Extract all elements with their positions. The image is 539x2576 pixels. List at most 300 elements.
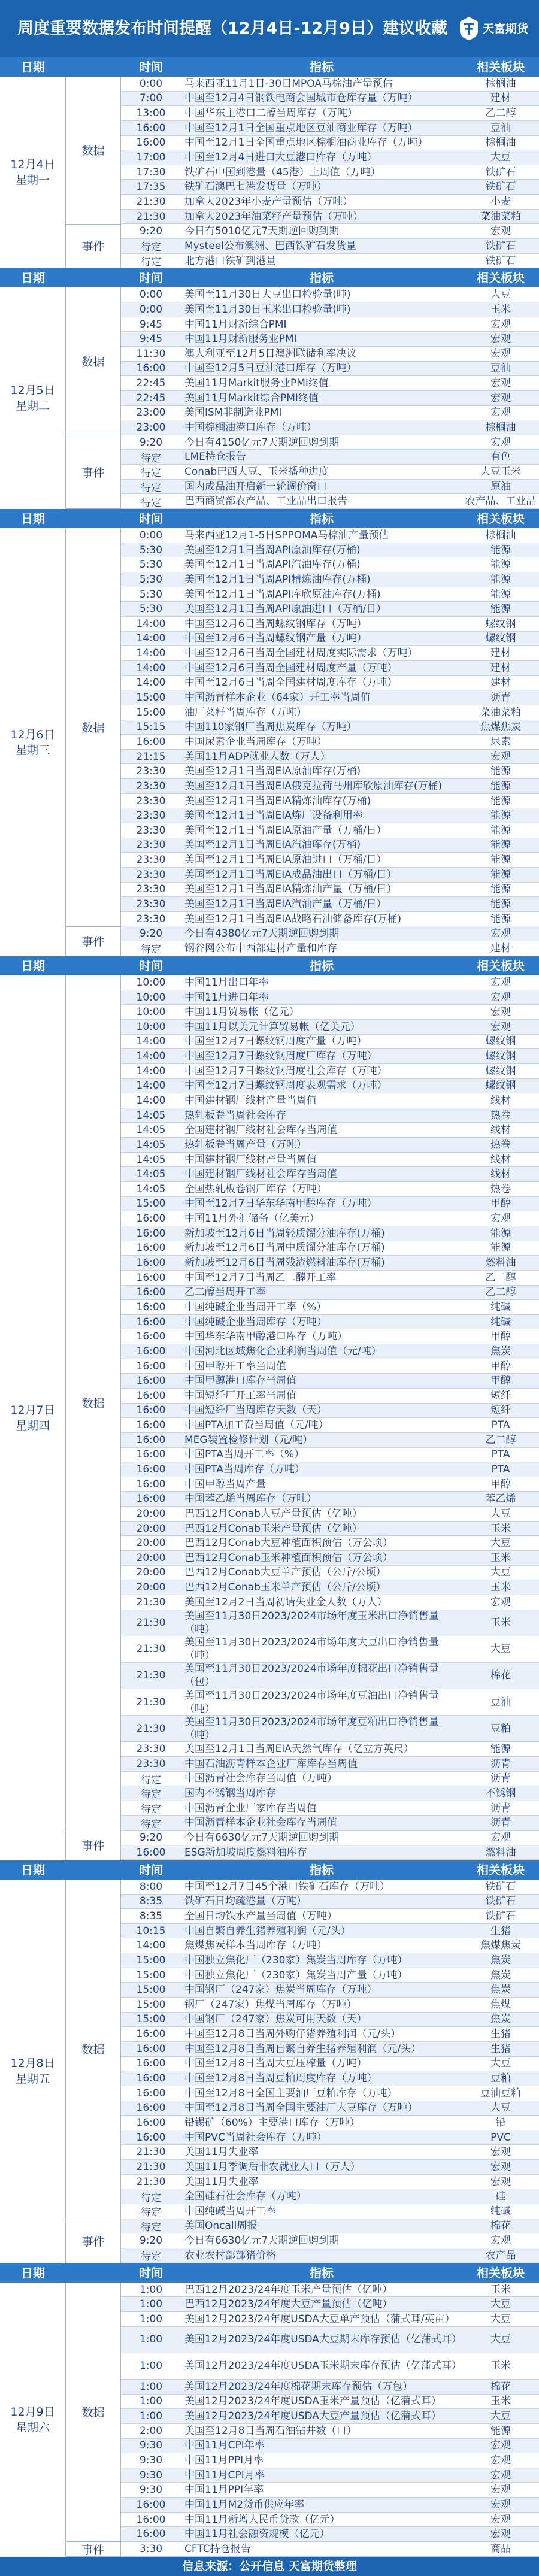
row-sector: 建材 (490, 942, 511, 954)
row-sector: PTA (491, 1448, 510, 1461)
row-indicator: 中国甲醇开工率当周值 (184, 1360, 286, 1372)
table-row (121, 1226, 539, 1241)
row-sector: 棉花 (490, 2380, 511, 2393)
table-row (121, 1329, 539, 1344)
table-row (121, 2409, 539, 2424)
row-indicator: 中国沥青社会库存当周值（万吨） (184, 1772, 337, 1785)
day-section (0, 287, 539, 509)
row-time: 20:00 (136, 1522, 166, 1535)
row-indicator: 中国PVC当周社会库存（万吨） (184, 2131, 327, 2144)
row-indicator: 今日有6630亿元7天期逆回购到期 (184, 2235, 340, 2247)
row-sector: 大豆 (490, 2313, 511, 2325)
table-row (121, 1536, 539, 1551)
row-time: 16:00 (136, 1257, 166, 1269)
table-row (121, 808, 539, 823)
row-time: 21:30 (136, 1722, 166, 1735)
row-sector: 建材 (490, 647, 511, 660)
row-sector: 商品 (490, 2542, 511, 2555)
row-sector: 短纤 (490, 1389, 511, 1402)
row-sector: 豆粕 (490, 2072, 511, 2085)
row-indicator: 中国石油沥青样本企业厂库库存当周值 (184, 1757, 358, 1770)
table-row (121, 750, 539, 765)
row-time: 21:30 (136, 1696, 166, 1708)
row-sector: 甲醇 (490, 1198, 511, 1210)
row-indicator: 美国至11月30日2023/2024市场年度豆粕出口净销售量（吨） (184, 1716, 439, 1741)
row-time: 1:00 (139, 2283, 163, 2296)
row-sector: 宏观 (490, 377, 511, 390)
row-time: 15:00 (136, 1954, 166, 1966)
table-row (121, 1093, 539, 1108)
row-indicator: 中国至12月7日45个港口铁矿石库存（万吨） (184, 1880, 390, 1893)
table-row (121, 2204, 539, 2219)
row-indicator: 农业农村部部猪价格 (184, 2249, 276, 2262)
row-time: 待定 (141, 2251, 161, 2263)
row-sector: 宏观 (490, 2498, 511, 2511)
row-indicator: 中国至12月8日当周外购仔猪养殖利润（元/头） (184, 2028, 401, 2041)
row-time: 0:00 (139, 303, 163, 316)
row-indicator: 中国沥青企业厂家库存当周值 (184, 1802, 317, 1814)
table-row (121, 254, 539, 269)
row-sector: 有色 (490, 451, 511, 463)
row-time: 21:30 (136, 1617, 166, 1629)
table-row (121, 1816, 539, 1831)
table-row (121, 106, 539, 121)
row-sector: 玉米 (490, 1551, 511, 1564)
row-sector: 螺纹钢 (485, 632, 516, 645)
row-indicator: 美国至11月30日2023/2024市场年度玉米出口净销售量（吨） (184, 1610, 439, 1636)
row-sector: 铁矿石 (485, 240, 516, 252)
row-indicator: 澳大利亚至12月5日澳洲联储利率决议 (184, 347, 357, 360)
row-indicator: 加拿大2023年小麦产量预估（万吨） (184, 195, 353, 208)
table-row (121, 2175, 539, 2190)
row-indicator: 美国至12月1日当周EIA精炼油库存(万桶) (184, 795, 371, 807)
row-sector: 大豆 (490, 2298, 511, 2311)
row-indicator: 美国12月2023/24年度棉花期末库存预估（万包） (184, 2380, 413, 2393)
table-row (121, 1909, 539, 1924)
date-cell (0, 1880, 66, 2263)
row-time: 10:15 (136, 1925, 166, 1937)
row-indicator: 中国至12月6日当周螺纹钢库存（万吨） (184, 617, 367, 630)
table-row (121, 2027, 539, 2042)
row-indicator: 美国至12月1日当周API原油库存(万桶) (184, 544, 361, 556)
row-indicator: 中国至12月4日进口大豆港口库存（万吨） (184, 151, 377, 164)
table-row (121, 1716, 539, 1742)
row-indicator: 钢厂（247家）焦煤当周库存（万吨） (184, 1998, 357, 2011)
row-indicator: 中国至12月7日螺纹钢周度社会库存（万吨） (184, 1065, 387, 1077)
row-time: 待定 (141, 944, 161, 956)
row-indicator: 国内成品油开启新一轮调价窗口 (184, 480, 327, 493)
table-row (121, 1035, 539, 1050)
row-time: 9:20 (139, 1831, 163, 1844)
row-indicator: 中国甲醇当周产量 (184, 1478, 266, 1490)
row-indicator: 中国至12月1日全国重点地区棕榈油商业库存（万吨） (184, 137, 428, 149)
row-indicator: 美国11月Markit综合PMI终值 (184, 392, 319, 404)
group-type-cell: 数据 (66, 287, 121, 435)
table-row (121, 1595, 539, 1610)
table-row (121, 1108, 539, 1123)
table-row (121, 1551, 539, 1566)
table-row (121, 1845, 539, 1860)
row-time: 16:00 (136, 1301, 166, 1313)
row-sector: 铁矿石 (485, 254, 516, 267)
row-time: 0:00 (139, 289, 163, 301)
table-row (121, 1507, 539, 1522)
row-sector: 能源 (490, 1227, 511, 1239)
row-indicator: 热轧板卷当周社会库存 (184, 1109, 286, 1122)
table-row (121, 1344, 539, 1359)
row-indicator: CFTC持仓报告 (184, 2542, 251, 2555)
row-indicator: 美国11月失业率 (184, 2175, 259, 2188)
row-time: 21:30 (136, 2160, 166, 2173)
row-time: 23:30 (136, 913, 166, 925)
row-time: 16:00 (136, 1345, 166, 1357)
row-indicator: 中国建材钢厂线材产量当周值 (184, 1153, 317, 1166)
row-time: 5:30 (139, 603, 163, 616)
row-sector: 宏观 (490, 2528, 511, 2541)
table-row (121, 92, 539, 107)
row-sector: 能源 (490, 1743, 511, 1756)
row-sector: 宏观 (490, 2175, 511, 2188)
table-row (121, 210, 539, 225)
row-sector: 宏观 (490, 436, 511, 448)
row-sector: 棕榈油 (485, 529, 516, 541)
day-rows (121, 528, 539, 956)
table-row (121, 1404, 539, 1419)
row-time: 15:00 (136, 1198, 166, 1210)
table-row (121, 2071, 539, 2086)
table-row (121, 646, 539, 661)
row-time: 16:00 (136, 2087, 166, 2099)
column-header-row (0, 1860, 539, 1880)
row-indicator: 美国至12月1日当周EIA天然气库存（亿立方英尺） (184, 1743, 414, 1756)
row-time: 待定 (141, 1789, 161, 1801)
row-time: 14:05 (136, 1124, 166, 1137)
column-header-date: 日期 (21, 60, 45, 74)
row-time: 16:00 (136, 735, 166, 748)
table-row (121, 2312, 539, 2327)
row-sector: 宏观 (490, 2513, 511, 2526)
table-row (121, 391, 539, 406)
row-sector: 玉米 (490, 2283, 511, 2296)
table-row (121, 543, 539, 558)
row-indicator: 美国11月失业率 (184, 2146, 259, 2159)
row-sector: 建材 (490, 677, 511, 689)
table-row (121, 2130, 539, 2145)
row-indicator: 美国至12月1日当周EIA原油库存(万桶) (184, 765, 361, 778)
table-row (121, 1689, 539, 1716)
row-indicator: 中国11月PPI月率 (184, 2454, 264, 2466)
row-time: 14:05 (136, 1109, 166, 1122)
table-row (121, 2424, 539, 2439)
table-row (121, 823, 539, 838)
row-time: 23:30 (136, 1757, 166, 1770)
date-label: 12月9日 (10, 2405, 55, 2419)
column-header-sector: 相关板块 (477, 60, 525, 74)
footer-source: 信息来源：公开信息 天富期货整理 (0, 2557, 539, 2576)
row-indicator: 中国钢厂（247家）焦炭可用天数（天） (184, 2013, 367, 2026)
row-sector: 大豆 (490, 2057, 511, 2070)
row-indicator: 中国至12月6日当周螺纹钢产量（万吨） (184, 632, 367, 645)
row-sector: 不锈钢 (485, 1787, 516, 1799)
row-time: 16:00 (136, 1404, 166, 1417)
row-indicator: 中国PTA当周库存（万吨） (184, 1463, 305, 1475)
row-time: 16:00 (136, 1271, 166, 1284)
row-time: 16:00 (136, 1846, 166, 1859)
page-title: 周度重要数据发布时间提醒（12月4日-12月9日）建议收藏 (17, 19, 447, 38)
row-time: 14:00 (136, 1094, 166, 1107)
row-sector: 大豆 (490, 289, 511, 301)
row-sector: 宏观 (490, 2469, 511, 2481)
row-indicator: 美国至12月1日当周EIA原油进口（万桶/日） (184, 854, 387, 866)
row-indicator: 中国11月CPI年率 (184, 2439, 265, 2452)
table-row (121, 1020, 539, 1035)
row-sector: 焦煤焦炭 (480, 721, 521, 734)
row-sector: 螺纹钢 (485, 1065, 516, 1077)
table-row (121, 494, 539, 509)
row-sector: 豆油 (490, 362, 511, 375)
table-row (121, 1636, 539, 1663)
row-indicator: 美国至12月1日当周EIA俄克拉荷马州库欣原油库存(万桶) (184, 780, 443, 792)
row-indicator: 中国至12月8日当周豆粕周度库存（万吨） (184, 2072, 377, 2085)
title-banner (0, 0, 539, 57)
day-section (0, 77, 539, 268)
row-indicator: 中国11月CPI月率 (184, 2469, 265, 2481)
row-sector: 铁矿石 (485, 1910, 516, 1922)
row-indicator: 美国至11月30日2023/2024市场年度大豆出口净销售量（吨） (184, 1636, 439, 1662)
row-time: 待定 (141, 2207, 161, 2219)
table-row (121, 2439, 539, 2454)
table-row (121, 420, 539, 435)
table-row (121, 1241, 539, 1256)
row-sector: 宏观 (490, 750, 511, 763)
row-sector: 大豆 (490, 1643, 511, 1656)
column-header-time: 时间 (139, 511, 163, 526)
row-sector: 玉米 (490, 2395, 511, 2408)
row-indicator: 美国至12月1日当周EIA成品油出口（万桶/日） (184, 868, 397, 881)
row-sector: 燃料油 (485, 1846, 516, 1859)
row-sector: 焦炭 (490, 1984, 511, 1996)
row-indicator: 今日有5010亿元7天期逆回购到期 (184, 225, 340, 238)
row-sector: 宏观 (490, 928, 511, 940)
table-row (121, 1049, 539, 1064)
row-indicator: 马来西亚12月1-5日SPPOMA马棕油产量预估 (184, 529, 389, 541)
column-header-time: 时间 (139, 2265, 163, 2280)
row-indicator: 中国至12月6日当周全国建材周度库存（万吨） (184, 677, 398, 689)
row-time: 1:00 (139, 2333, 163, 2346)
row-time: 15:00 (136, 1984, 166, 1996)
table-row (121, 1663, 539, 1689)
row-indicator: 中国至12月4日钢铁电商会国城市仓库存量（万吨） (184, 92, 418, 105)
row-sector: 大豆 (490, 1537, 511, 1550)
table-row (121, 150, 539, 165)
row-time: 7:00 (139, 92, 163, 105)
row-time: 23:00 (136, 407, 166, 419)
row-time: 17:35 (136, 181, 166, 193)
column-header-content: 指标 (310, 271, 334, 286)
table-row (121, 224, 539, 239)
date-cell (0, 2283, 66, 2557)
row-indicator: 中国至12月1日全国重点地区豆油商业库存（万吨） (184, 122, 418, 134)
row-time: 9:45 (139, 333, 163, 346)
table-row (121, 794, 539, 809)
row-sector: 乙二醇 (485, 107, 516, 120)
table-row (121, 2353, 539, 2380)
row-indicator: 中国11月PPI年率 (184, 2484, 264, 2496)
table-row (121, 912, 539, 927)
row-indicator: 中国华东主港口二醇当周库存（万吨） (184, 107, 358, 120)
group-type-cell: 数据 (66, 975, 121, 1831)
row-sector: 沥青 (490, 1757, 511, 1770)
row-time: 待定 (141, 467, 161, 480)
row-indicator: 中国钢厂（247家）焦炭当周库存（万吨） (184, 1984, 377, 1996)
row-sector: 大豆 (490, 151, 511, 164)
row-sector: 棕榈油 (485, 422, 516, 434)
day-rows (121, 77, 539, 268)
row-time: 14:05 (136, 1138, 166, 1151)
table-row (121, 287, 539, 302)
row-sector: 棕榈油 (485, 137, 516, 149)
group-type-cell: 事件 (66, 225, 121, 269)
row-time: 16:00 (136, 1213, 166, 1225)
day-rows (121, 975, 539, 1860)
row-time: 14:00 (136, 617, 166, 630)
row-indicator: 中国至12月7日螺纹钢周度产量（万吨） (184, 1035, 367, 1048)
row-time: 9:30 (139, 2454, 163, 2466)
row-sector: 能源 (490, 883, 511, 896)
row-sector: 玉米 (490, 1617, 511, 1629)
column-header-content: 指标 (310, 511, 334, 526)
table-row (121, 121, 539, 136)
column-header-sector: 相关板块 (477, 2265, 525, 2280)
row-sector: 焦炭 (490, 2013, 511, 2026)
row-time: 16:00 (136, 1242, 166, 1254)
row-sector: 螺纹钢 (485, 1035, 516, 1048)
table-row (121, 1374, 539, 1389)
row-indicator: 中国11月进口年率 (184, 991, 269, 1004)
table-row (121, 1462, 539, 1477)
row-time: 8:00 (139, 1880, 163, 1893)
row-indicator: 热轧板卷当周产量（万吨） (184, 1138, 307, 1151)
row-indicator: 中国至12月5日豆油港口库存（万吨） (184, 362, 357, 375)
row-indicator: Mysteel公布澳洲、巴西铁矿石发货量 (184, 240, 356, 252)
row-sector: 热卷 (490, 1183, 511, 1195)
row-time: 22:45 (136, 392, 166, 404)
column-header-date: 日期 (21, 511, 45, 526)
row-time: 16:00 (136, 1360, 166, 1372)
table-row (121, 2013, 539, 2028)
company-logo (459, 13, 529, 44)
table-row (121, 1286, 539, 1301)
row-time: 23:30 (136, 883, 166, 896)
row-indicator: 中国至12月8日全国主要油厂豆粕库存（万吨） (184, 2087, 398, 2099)
row-time: 20:00 (136, 1507, 166, 1520)
row-time: 16:00 (136, 2498, 166, 2511)
row-sector: 铁矿石 (485, 166, 516, 178)
row-sector: 宏观 (490, 1831, 511, 1844)
row-sector: 农产品、工业品 (465, 495, 537, 508)
row-indicator: 美国至12月8日当周石油钻井数（口） (184, 2425, 357, 2437)
row-time: 1:00 (139, 2380, 163, 2393)
row-indicator: 今日有4380亿元7天期逆回购到期 (184, 928, 340, 940)
date-label: 12月8日 (10, 2057, 55, 2071)
table-row (121, 990, 539, 1005)
row-sector: 焦炭 (490, 1969, 511, 1981)
table-row (121, 2116, 539, 2130)
row-sector: 玉米 (490, 2360, 511, 2372)
table-row (121, 779, 539, 794)
row-indicator: ESG新加坡周度燃料油库存 (184, 1846, 307, 1859)
row-time: 21:30 (136, 195, 166, 208)
row-sector: 豆油 (490, 122, 511, 134)
row-time: 16:00 (136, 2057, 166, 2070)
table-row (121, 1211, 539, 1226)
column-header-content: 指标 (310, 2265, 334, 2280)
row-indicator: 铁矿石中国到港量（45港）上周值（万吨） (184, 166, 381, 178)
row-time: 待定 (141, 256, 161, 269)
row-sector: 铅 (495, 2116, 506, 2129)
row-sector: 大豆 (490, 2410, 511, 2423)
row-sector: 螺纹钢 (485, 617, 516, 630)
row-indicator: 美国至12月1日当周EIA原油产量（万桶/日） (184, 824, 387, 837)
table-row (121, 1123, 539, 1138)
row-indicator: 中国至12月7日华东华南甲醇库存（万吨） (184, 1198, 377, 1210)
day-section (0, 528, 539, 956)
table-row (121, 1448, 539, 1463)
row-indicator: 美国至12月1日当周API汽油库存(万桶) (184, 559, 361, 571)
weekday-label: 星期一 (15, 174, 50, 187)
row-sector: 宏观 (490, 2439, 511, 2452)
row-time: 16:00 (136, 2131, 166, 2144)
row-sector: 能源 (490, 795, 511, 807)
row-sector: 原油 (490, 480, 511, 493)
row-sector: 宏观 (490, 318, 511, 331)
row-time: 16:00 (136, 2528, 166, 2541)
row-sector: 甲醇 (490, 1331, 511, 1343)
row-time: 16:00 (136, 2028, 166, 2041)
row-time: 16:00 (136, 2072, 166, 2085)
row-sector: 螺纹钢 (485, 1080, 516, 1092)
row-sector: 宏观 (490, 1596, 511, 1608)
row-sector: 建材 (490, 92, 511, 105)
row-sector: 焦煤 (490, 1998, 511, 2011)
column-header-time: 时间 (139, 1862, 163, 1877)
row-time: 14:05 (136, 1168, 166, 1181)
row-time: 16:00 (136, 362, 166, 375)
row-time: 14:05 (136, 1153, 166, 1166)
row-indicator: 全国热轧板卷钢厂库存（万吨） (184, 1183, 327, 1195)
weekday-label: 星期四 (15, 1419, 50, 1432)
table-row (121, 883, 539, 898)
table-row (121, 1064, 539, 1079)
group-type-cell: 事件 (66, 2542, 121, 2557)
row-indicator: 中国PTA加工费当周值（元/吨） (184, 1419, 329, 1432)
row-indicator: 新加坡至12月6日当周残渣燃料油库存(万桶) (184, 1257, 385, 1269)
row-indicator: 美国至12月1日当周API精炼油库存(万桶) (184, 573, 371, 586)
row-sector: 宏观 (490, 976, 511, 989)
row-time: 9:45 (139, 318, 163, 331)
table-row (121, 1998, 539, 2013)
table-row (121, 1167, 539, 1182)
row-time: 9:20 (139, 928, 163, 940)
row-indicator: 巴西12月Conab大豆单产预估（公斤/公顷） (184, 1566, 386, 1579)
column-header-sector: 相关板块 (477, 511, 525, 526)
row-sector: 大豆 (490, 1507, 511, 1520)
column-header-time: 时间 (139, 959, 163, 974)
row-indicator: 中国至12月7日螺纹钢周度表观需求（万吨） (184, 1080, 387, 1092)
date-cell (0, 77, 66, 268)
row-time: 16:00 (136, 1463, 166, 1475)
row-indicator: 美国Oncall周报 (184, 2220, 258, 2232)
